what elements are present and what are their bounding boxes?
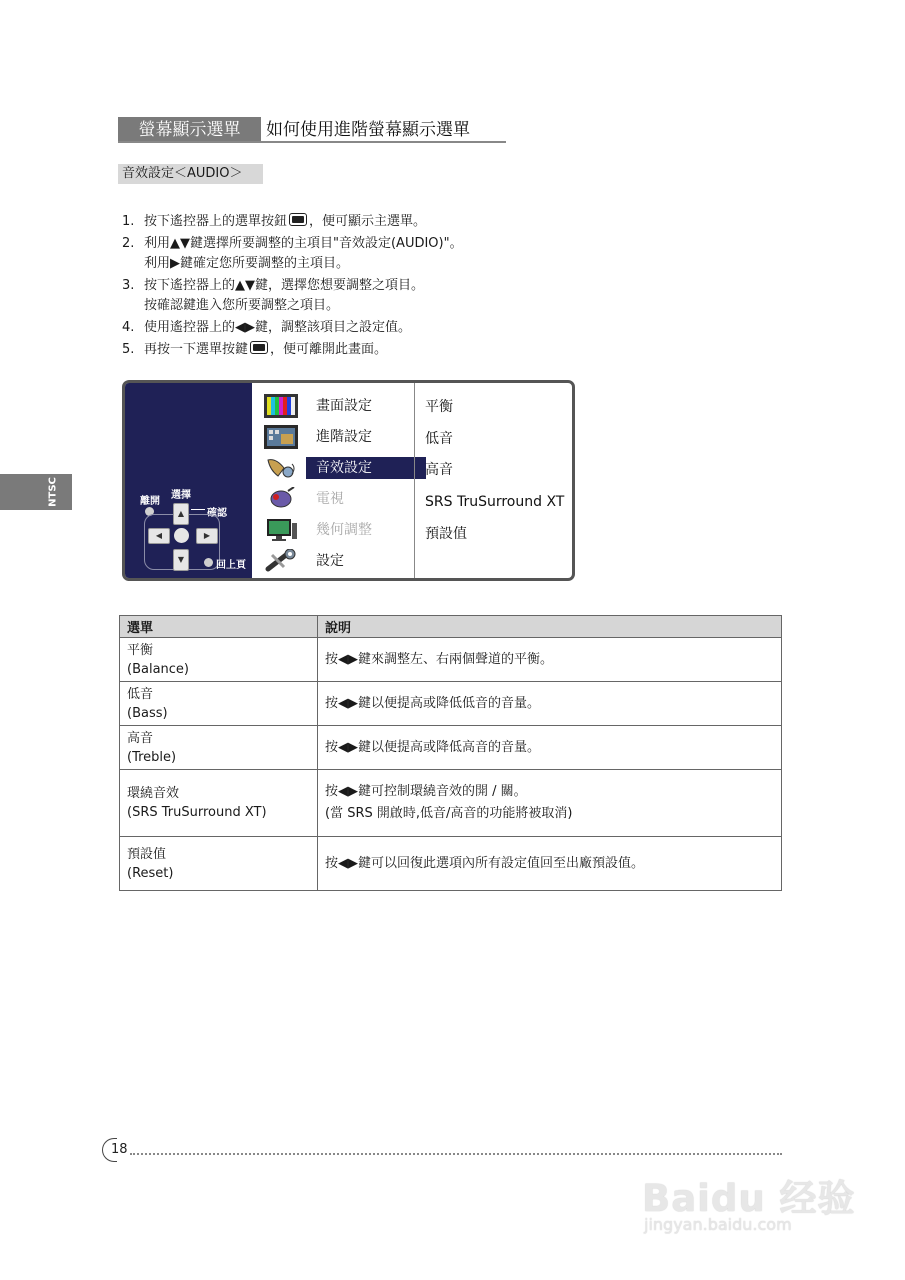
table-row <box>120 682 782 726</box>
option-name-en: (Balance) <box>127 661 189 677</box>
option-description-cell <box>318 682 782 726</box>
submenu-balance[interactable]: 平衡 <box>425 399 453 415</box>
option-description: 按◀▶鍵可以回復此選項內所有設定值回至出廠預設值。 <box>325 855 644 871</box>
option-name-cell <box>120 837 318 891</box>
menu-item-tv[interactable] <box>262 485 412 513</box>
option-name: 平衡 <box>127 642 154 658</box>
back-button-icon <box>204 558 213 567</box>
option-name-en: (Bass) <box>127 705 168 721</box>
page-title: 如何使用進階螢幕顯示選單 <box>266 120 470 140</box>
back-label: 回上頁 <box>216 560 246 571</box>
table-row <box>120 638 782 682</box>
step-text: 按確認鍵進入您所要調整之項目。 <box>144 298 340 313</box>
option-description: 按◀▶鍵以便提高或降低高音的音量。 <box>325 739 540 755</box>
audio-subheading: 音效設定＜AUDIO＞ <box>118 164 263 184</box>
table-row <box>120 837 782 891</box>
option-description-note: (當 SRS 開啟時,低音/高音的功能將被取消) <box>325 806 573 821</box>
option-name-en: (Reset) <box>127 865 174 881</box>
option-name: 環繞音效 <box>127 786 180 801</box>
menu-item-setup[interactable] <box>262 547 412 575</box>
step-text: 使用遙控器上的◀▶鍵，調整該項目之設定值。 <box>144 320 411 335</box>
step-number: 1. <box>122 214 135 229</box>
submenu-bass[interactable]: 低音 <box>425 431 453 447</box>
step-3 <box>122 276 682 316</box>
step-number: 2. <box>122 236 135 251</box>
osd-menu-illustration <box>122 380 575 581</box>
step-4 <box>122 318 682 338</box>
page-number: 18 <box>111 1142 128 1157</box>
submenu-reset[interactable]: 預設值 <box>425 526 467 542</box>
table-row <box>120 770 782 837</box>
tv-icon <box>264 487 298 511</box>
instruction-steps <box>122 212 682 362</box>
menu-item-advanced[interactable] <box>262 423 412 451</box>
remote-nav-panel <box>125 383 252 578</box>
picture-settings-icon <box>264 394 298 418</box>
menu-item-label: 電視 <box>316 491 344 507</box>
ok-button-icon <box>174 528 189 543</box>
down-arrow-icon: ▼ <box>173 549 189 571</box>
option-description-cell <box>318 837 782 891</box>
audio-options-table <box>119 615 782 891</box>
exit-label: 離開 <box>140 496 160 507</box>
right-arrow-icon: ▶ <box>196 528 218 544</box>
osd-divider <box>414 383 415 578</box>
step-2 <box>122 234 682 274</box>
table-header-row <box>120 616 782 638</box>
section-label: 螢幕顯示選單 <box>118 117 261 143</box>
option-description-cell <box>318 726 782 770</box>
step-text: 按下遙控器上的▲▼鍵，選擇您想要調整之項目。 <box>144 278 424 293</box>
chapter-tab-label: NTSC <box>47 477 59 507</box>
option-description: 按◀▶鍵可控制環繞音效的開 / 關。 <box>325 784 527 799</box>
confirm-pointer-line <box>191 509 205 510</box>
column-header: 選單 <box>120 616 318 638</box>
menu-item-label: 畫面設定 <box>316 398 372 414</box>
step-1 <box>122 212 682 232</box>
option-description: 按◀▶鍵來調整左、右兩個聲道的平衡。 <box>325 651 553 667</box>
menu-button-icon <box>250 341 268 354</box>
step-number: 3. <box>122 278 135 293</box>
step-text: 再按一下選單按鍵 <box>144 342 249 357</box>
option-name: 預設值 <box>127 846 167 862</box>
step-number: 4. <box>122 320 135 335</box>
menu-item-label: 音效設定 <box>306 457 426 479</box>
audio-settings-icon <box>264 456 298 480</box>
step-text: ，便可離開此畫面。 <box>270 342 388 357</box>
step-text: 利用▲▼鍵選擇所要調整的主項目"音效設定(AUDIO)"。 <box>144 236 463 251</box>
step-number: 5. <box>122 342 135 357</box>
header-rule <box>118 141 506 143</box>
menu-item-geometry[interactable] <box>262 516 412 544</box>
menu-button-icon <box>289 213 307 226</box>
option-name-cell <box>120 682 318 726</box>
option-name-en: (Treble) <box>127 749 177 765</box>
menu-item-picture[interactable] <box>262 392 412 420</box>
geometry-icon <box>264 518 298 542</box>
table-row <box>120 726 782 770</box>
setup-icon <box>264 549 298 573</box>
submenu-treble[interactable]: 高音 <box>425 462 453 478</box>
step-text: 按下遙控器上的選單按鈕 <box>144 214 288 229</box>
option-description-cell <box>318 638 782 682</box>
step-text: ，便可顯示主選單。 <box>309 214 427 229</box>
up-arrow-icon: ▲ <box>173 503 189 525</box>
option-name-cell <box>120 726 318 770</box>
option-name: 低音 <box>127 686 154 702</box>
select-label: 選擇 <box>171 490 191 501</box>
option-description-cell <box>318 770 782 837</box>
left-arrow-icon: ◀ <box>148 528 170 544</box>
option-name: 高音 <box>127 730 154 746</box>
confirm-label: 確認 <box>207 508 227 519</box>
watermark-url: jingyan.baidu.com <box>644 1215 792 1234</box>
advanced-settings-icon <box>264 425 298 449</box>
option-description: 按◀▶鍵以便提高或降低低音的音量。 <box>325 695 540 711</box>
column-header: 說明 <box>318 616 782 638</box>
footer-dotted-rule <box>130 1153 782 1155</box>
step-text: 利用▶鍵確定您所要調整的主項目。 <box>144 256 349 271</box>
menu-item-label: 設定 <box>316 553 344 569</box>
option-name-en: (SRS TruSurround XT) <box>127 805 267 820</box>
option-name-cell <box>120 638 318 682</box>
watermark-logo: Baidu 经验 <box>642 1177 856 1220</box>
menu-item-label: 幾何調整 <box>316 522 372 538</box>
option-name-cell <box>120 770 318 837</box>
menu-item-label: 進階設定 <box>316 429 372 445</box>
menu-item-audio[interactable] <box>262 454 412 482</box>
submenu-srs[interactable]: SRS TruSurround XT <box>425 494 565 510</box>
chapter-tab <box>0 474 72 510</box>
step-5 <box>122 340 682 360</box>
